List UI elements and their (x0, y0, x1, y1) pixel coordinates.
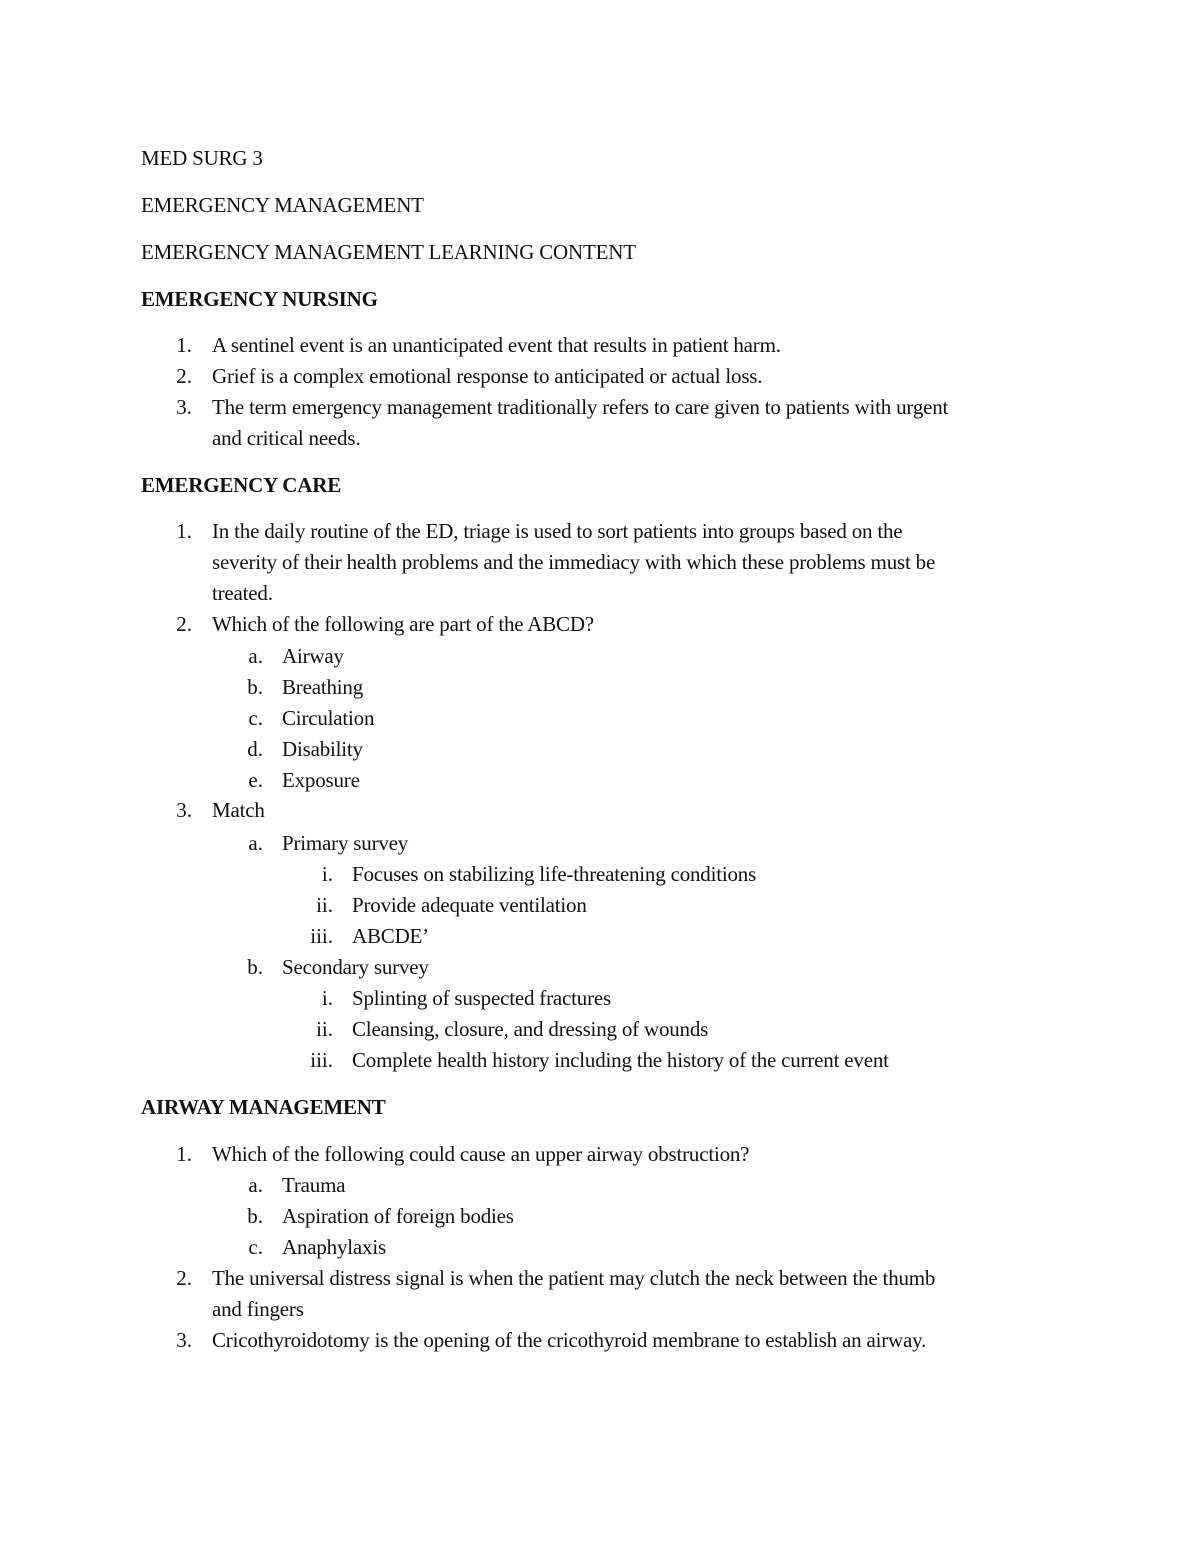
sub-list-item: Circulation (282, 706, 375, 730)
sub-list-marker: a. (248, 831, 263, 855)
list-item-continuation: and fingers (212, 1297, 304, 1321)
roman-list-item: Provide adequate ventilation (352, 893, 587, 917)
list-marker: 3. (176, 1328, 192, 1352)
sub-list-item: Aspiration of foreign bodies (282, 1204, 514, 1228)
roman-list-item: Splinting of suspected fractures (352, 986, 611, 1010)
roman-list-item: Complete health history including the history of the current event (352, 1048, 889, 1072)
sub-list-marker: b. (247, 955, 263, 979)
sub-list-item: Secondary survey (282, 955, 429, 979)
list-marker: 2. (176, 364, 192, 388)
sub-list-item: Disability (282, 737, 363, 761)
list-item-continuation: severity of their health problems and the immediacy with which these problems must be (212, 550, 936, 574)
section-heading-emergency-care: EMERGENCY CARE (141, 473, 342, 497)
roman-list-item: Cleansing, closure, and dressing of wounds (352, 1017, 709, 1041)
list-item: Cricothyroidotomy is the opening of the cricothyroid membrane to establish an airway. (212, 1328, 927, 1352)
sub-list-marker: e. (248, 768, 263, 792)
list-item: Match (212, 798, 265, 822)
section-heading-airway-management: AIRWAY MANAGEMENT (141, 1095, 386, 1119)
sub-list-marker: a. (248, 644, 263, 668)
list-marker: 2. (176, 612, 192, 636)
section-heading-emergency-nursing: EMERGENCY NURSING (141, 287, 378, 311)
list-marker: 1. (176, 1142, 192, 1166)
list-item: Grief is a complex emotional response to anticipated or actual loss. (212, 364, 763, 388)
list-item: In the daily routine of the ED, triage is used to sort patients into groups based on the (212, 519, 903, 543)
roman-list-marker: i. (321, 862, 333, 886)
list-item: Which of the following are part of the ABCD? (212, 612, 594, 636)
sub-list-item: Anaphylaxis (282, 1235, 386, 1259)
roman-list-marker: iii. (310, 924, 333, 948)
list-marker: 2. (176, 1266, 192, 1290)
list-item: Which of the following could cause an upper airway obstruction? (212, 1142, 750, 1166)
sub-list-marker: b. (247, 1204, 263, 1228)
sub-list-item: Trauma (282, 1173, 346, 1197)
course-title: MED SURG 3 (141, 146, 263, 170)
roman-list-item: ABCDE’ (352, 924, 429, 948)
list-marker: 3. (176, 395, 192, 419)
list-marker: 1. (176, 519, 192, 543)
list-item: The universal distress signal is when the patient may clutch the neck between the thumb (212, 1266, 936, 1290)
sub-list-marker: a. (248, 1173, 263, 1197)
list-marker: 1. (176, 333, 192, 357)
roman-list-marker: ii. (316, 1017, 333, 1041)
sub-list-marker: d. (247, 737, 263, 761)
list-marker: 3. (176, 798, 192, 822)
sub-list-marker: c. (248, 706, 263, 730)
sub-list-item: Primary survey (282, 831, 409, 855)
list-item-continuation: and critical needs. (212, 426, 361, 450)
sub-list-item: Exposure (282, 768, 360, 792)
roman-list-item: Focuses on stabilizing life-threatening conditions (352, 862, 757, 886)
list-item: A sentinel event is an unanticipated event that results in patient harm. (212, 333, 781, 357)
sub-list-marker: c. (248, 1235, 263, 1259)
roman-list-marker: iii. (310, 1048, 333, 1072)
sub-list-item: Airway (282, 644, 344, 668)
sub-list-marker: b. (247, 675, 263, 699)
roman-list-marker: i. (321, 986, 333, 1010)
document-subtitle: EMERGENCY MANAGEMENT LEARNING CONTENT (141, 240, 636, 264)
sub-list-item: Breathing (282, 675, 364, 699)
list-item-continuation: treated. (212, 581, 273, 605)
roman-list-marker: ii. (316, 893, 333, 917)
list-item: The term emergency management traditionally refers to care given to patients with urgent (212, 395, 949, 419)
document-title: EMERGENCY MANAGEMENT (141, 193, 424, 217)
